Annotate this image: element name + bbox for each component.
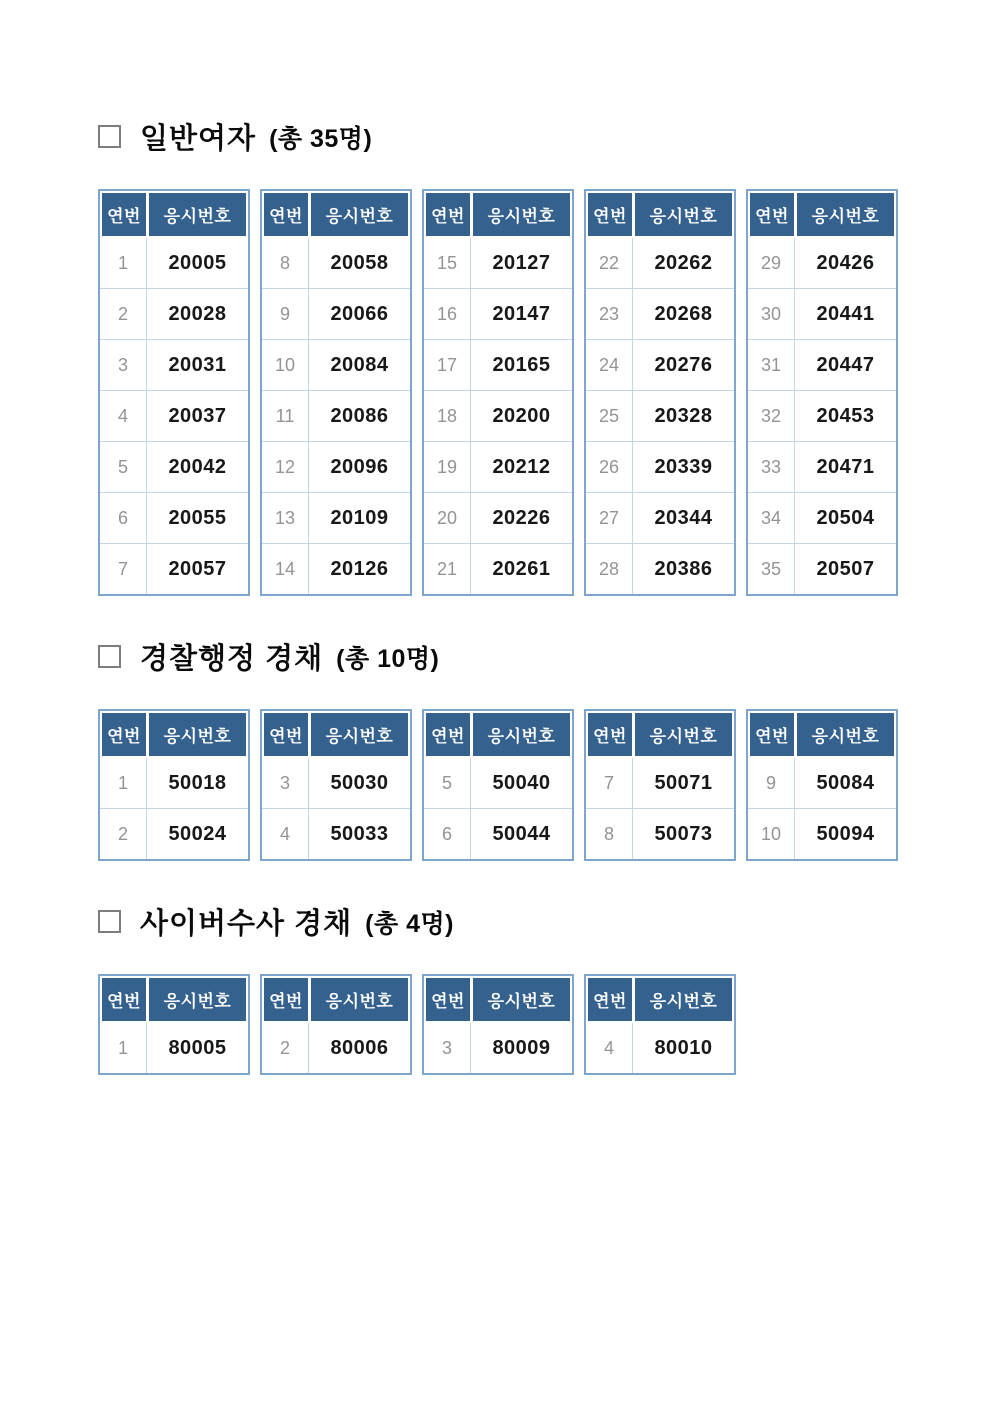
header-cell-serial: 연번 (750, 193, 794, 236)
header-cell-serial: 연번 (102, 193, 146, 236)
header-cell-number: 응시번호 (797, 193, 894, 236)
table-row (262, 238, 410, 288)
table-header-row (100, 976, 248, 1023)
table-row (100, 492, 248, 543)
checkbox-icon (98, 910, 121, 933)
cell-number: 20109 (308, 493, 410, 543)
table-row (262, 492, 410, 543)
table-row (586, 492, 734, 543)
cell-serial: 4 (603, 1037, 614, 1058)
table-header-row (586, 711, 734, 758)
cell-serial: 3 (441, 1037, 452, 1058)
table-row (262, 390, 410, 441)
cell-number: 20212 (470, 442, 572, 492)
header-cell-number: 응시번호 (473, 193, 570, 236)
table-row (100, 339, 248, 390)
table-row (586, 339, 734, 390)
cell-number: 20066 (308, 289, 410, 339)
table-row (100, 543, 248, 594)
table-row (748, 390, 896, 441)
cell-serial: 2 (117, 303, 128, 324)
cell-serial: 8 (603, 823, 614, 844)
cell-serial: 29 (760, 252, 782, 273)
table-header-row (262, 711, 410, 758)
table-row (424, 339, 572, 390)
table-row (748, 288, 896, 339)
cell-number: 20344 (632, 493, 734, 543)
cell-number: 20507 (794, 544, 896, 594)
checkbox-icon (98, 125, 121, 148)
cell-number: 20005 (146, 238, 248, 288)
header-cell-serial: 연번 (588, 978, 632, 1021)
table-row (424, 543, 572, 594)
table-header-row (262, 191, 410, 238)
cell-serial: 5 (117, 456, 128, 477)
table-header-row (100, 711, 248, 758)
cell-number: 50024 (146, 809, 248, 859)
roster-table (422, 189, 574, 596)
cell-serial: 5 (441, 772, 452, 793)
roster-table (584, 709, 736, 861)
section (98, 116, 920, 596)
table-body (100, 238, 248, 594)
table-row (586, 238, 734, 288)
table-row (586, 441, 734, 492)
section-title-text: 일반여자 (140, 123, 257, 155)
cell-serial: 12 (274, 456, 296, 477)
table-header-row (748, 191, 896, 238)
section-title-text: 경찰행정 경채 (140, 643, 324, 675)
cell-serial: 1 (117, 772, 128, 793)
section-count-label: (총 10명) (336, 644, 440, 673)
header-cell-number: 응시번호 (473, 713, 570, 756)
cell-number: 20037 (146, 391, 248, 441)
table-body (748, 758, 896, 859)
header-cell-serial: 연번 (426, 978, 470, 1021)
table-row (424, 441, 572, 492)
table-row (586, 758, 734, 808)
table-row (100, 441, 248, 492)
cell-number: 20028 (146, 289, 248, 339)
table-row (100, 1023, 248, 1073)
cell-serial: 15 (436, 252, 458, 273)
header-cell-serial: 연번 (426, 713, 470, 756)
roster-table (422, 709, 574, 861)
table-body (586, 758, 734, 859)
cell-number: 50030 (308, 758, 410, 808)
roster-table (422, 974, 574, 1075)
table-row (100, 390, 248, 441)
table-row (748, 441, 896, 492)
table-row (262, 288, 410, 339)
table-row (100, 808, 248, 859)
table-header-row (748, 711, 896, 758)
table-row (586, 808, 734, 859)
roster-table (584, 189, 736, 596)
cell-serial: 7 (117, 558, 128, 579)
table-body (424, 238, 572, 594)
cell-number: 20096 (308, 442, 410, 492)
section-count-label: (총 35명) (269, 124, 373, 153)
cell-serial: 11 (275, 405, 295, 426)
cell-serial: 9 (279, 303, 290, 324)
table-body (100, 1023, 248, 1073)
table-row (586, 288, 734, 339)
header-cell-number: 응시번호 (149, 978, 246, 1021)
cell-number: 50073 (632, 809, 734, 859)
section-title-text: 사이버수사 경채 (140, 908, 353, 940)
table-body (586, 1023, 734, 1073)
header-cell-serial: 연번 (426, 193, 470, 236)
table-row (424, 390, 572, 441)
cell-number: 50033 (308, 809, 410, 859)
cell-serial: 24 (598, 354, 620, 375)
table-row (748, 339, 896, 390)
table-row (262, 1023, 410, 1073)
table-body (262, 758, 410, 859)
header-cell-serial: 연번 (588, 713, 632, 756)
table-body (262, 238, 410, 594)
roster-table (260, 974, 412, 1075)
cell-number: 20268 (632, 289, 734, 339)
tables-row (98, 974, 920, 1075)
cell-serial: 3 (117, 354, 128, 375)
cell-number: 20504 (794, 493, 896, 543)
header-cell-number: 응시번호 (635, 978, 732, 1021)
header-cell-number: 응시번호 (635, 713, 732, 756)
cell-serial: 28 (598, 558, 620, 579)
header-cell-number: 응시번호 (149, 193, 246, 236)
cell-serial: 10 (760, 823, 782, 844)
cell-serial: 9 (765, 772, 776, 793)
table-row (262, 758, 410, 808)
cell-number: 20084 (308, 340, 410, 390)
header-cell-number: 응시번호 (311, 713, 408, 756)
cell-number: 20447 (794, 340, 896, 390)
table-header-row (424, 711, 572, 758)
table-row (748, 543, 896, 594)
cell-serial: 25 (598, 405, 620, 426)
cell-serial: 31 (760, 354, 782, 375)
table-row (262, 339, 410, 390)
table-row (748, 808, 896, 859)
cell-number: 20339 (632, 442, 734, 492)
section (98, 636, 920, 861)
table-body (586, 238, 734, 594)
roster-table (98, 189, 250, 596)
section-title (98, 901, 920, 942)
table-body (424, 758, 572, 859)
cell-number: 80005 (146, 1023, 248, 1073)
table-row (100, 288, 248, 339)
cell-serial: 7 (603, 772, 614, 793)
cell-serial: 1 (117, 252, 128, 273)
cell-number: 20031 (146, 340, 248, 390)
cell-serial: 3 (279, 772, 290, 793)
table-row (424, 238, 572, 288)
header-cell-number: 응시번호 (797, 713, 894, 756)
roster-table (260, 189, 412, 596)
cell-number: 50040 (470, 758, 572, 808)
roster-table (584, 974, 736, 1075)
table-row (262, 543, 410, 594)
header-cell-serial: 연번 (264, 713, 308, 756)
header-cell-serial: 연번 (102, 978, 146, 1021)
cell-number: 80009 (470, 1023, 572, 1073)
cell-serial: 35 (760, 558, 782, 579)
cell-number: 20441 (794, 289, 896, 339)
header-cell-serial: 연번 (264, 193, 308, 236)
cell-number: 20261 (470, 544, 572, 594)
table-body (424, 1023, 572, 1073)
cell-serial: 1 (117, 1037, 128, 1058)
table-header-row (262, 976, 410, 1023)
header-cell-serial: 연번 (750, 713, 794, 756)
table-body (100, 758, 248, 859)
table-body (748, 238, 896, 594)
cell-serial: 14 (274, 558, 296, 579)
header-cell-number: 응시번호 (311, 193, 408, 236)
table-row (424, 758, 572, 808)
table-row (424, 288, 572, 339)
cell-serial: 13 (274, 507, 296, 528)
table-row (748, 492, 896, 543)
cell-number: 50071 (632, 758, 734, 808)
table-row (262, 808, 410, 859)
header-cell-serial: 연번 (588, 193, 632, 236)
table-row (262, 441, 410, 492)
cell-number: 20262 (632, 238, 734, 288)
table-row (100, 238, 248, 288)
cell-serial: 16 (436, 303, 458, 324)
cell-serial: 4 (279, 823, 290, 844)
table-row (100, 758, 248, 808)
cell-number: 80010 (632, 1023, 734, 1073)
cell-number: 20276 (632, 340, 734, 390)
cell-number: 20471 (794, 442, 896, 492)
header-cell-number: 응시번호 (149, 713, 246, 756)
cell-number: 20127 (470, 238, 572, 288)
cell-serial: 22 (598, 252, 620, 273)
table-header-row (586, 191, 734, 238)
cell-number: 20165 (470, 340, 572, 390)
checkbox-icon (98, 645, 121, 668)
cell-serial: 20 (436, 507, 458, 528)
cell-number: 20055 (146, 493, 248, 543)
table-row (586, 390, 734, 441)
roster-table (98, 709, 250, 861)
table-header-row (424, 191, 572, 238)
cell-number: 20042 (146, 442, 248, 492)
cell-number: 20426 (794, 238, 896, 288)
cell-number: 50084 (794, 758, 896, 808)
cell-number: 20126 (308, 544, 410, 594)
cell-serial: 21 (436, 558, 458, 579)
sections-container (98, 116, 920, 1075)
roster-table (98, 974, 250, 1075)
cell-number: 20058 (308, 238, 410, 288)
cell-serial: 2 (279, 1037, 290, 1058)
section-count-label: (총 4명) (365, 909, 454, 938)
cell-number: 50044 (470, 809, 572, 859)
cell-serial: 19 (436, 456, 458, 477)
cell-serial: 6 (441, 823, 452, 844)
roster-table (746, 189, 898, 596)
cell-number: 20386 (632, 544, 734, 594)
cell-serial: 8 (279, 252, 290, 273)
cell-number: 50094 (794, 809, 896, 859)
section-title (98, 116, 920, 157)
header-cell-number: 응시번호 (473, 978, 570, 1021)
cell-serial: 17 (436, 354, 458, 375)
header-cell-serial: 연번 (264, 978, 308, 1021)
cell-number: 20147 (470, 289, 572, 339)
table-row (586, 543, 734, 594)
cell-serial: 33 (760, 456, 782, 477)
cell-serial: 2 (117, 823, 128, 844)
cell-number: 20328 (632, 391, 734, 441)
cell-serial: 32 (760, 405, 782, 426)
table-header-row (100, 191, 248, 238)
cell-number: 20057 (146, 544, 248, 594)
cell-serial: 26 (598, 456, 620, 477)
cell-number: 50018 (146, 758, 248, 808)
table-row (424, 1023, 572, 1073)
table-row (748, 238, 896, 288)
header-cell-number: 응시번호 (635, 193, 732, 236)
roster-table (746, 709, 898, 861)
section (98, 901, 920, 1075)
cell-number: 20226 (470, 493, 572, 543)
header-cell-serial: 연번 (102, 713, 146, 756)
table-body (262, 1023, 410, 1073)
cell-number: 20086 (308, 391, 410, 441)
cell-number: 20453 (794, 391, 896, 441)
table-row (424, 492, 572, 543)
cell-serial: 27 (598, 507, 620, 528)
cell-serial: 10 (274, 354, 296, 375)
cell-serial: 30 (760, 303, 782, 324)
table-header-row (424, 976, 572, 1023)
roster-table (260, 709, 412, 861)
cell-number: 20200 (470, 391, 572, 441)
table-row (424, 808, 572, 859)
header-cell-number: 응시번호 (311, 978, 408, 1021)
table-row (586, 1023, 734, 1073)
cell-serial: 6 (117, 507, 128, 528)
table-header-row (586, 976, 734, 1023)
tables-row (98, 189, 920, 596)
section-title (98, 636, 920, 677)
cell-serial: 34 (760, 507, 782, 528)
table-row (748, 758, 896, 808)
cell-serial: 23 (598, 303, 620, 324)
cell-serial: 4 (117, 405, 128, 426)
cell-number: 80006 (308, 1023, 410, 1073)
cell-serial: 18 (436, 405, 458, 426)
tables-row (98, 709, 920, 861)
